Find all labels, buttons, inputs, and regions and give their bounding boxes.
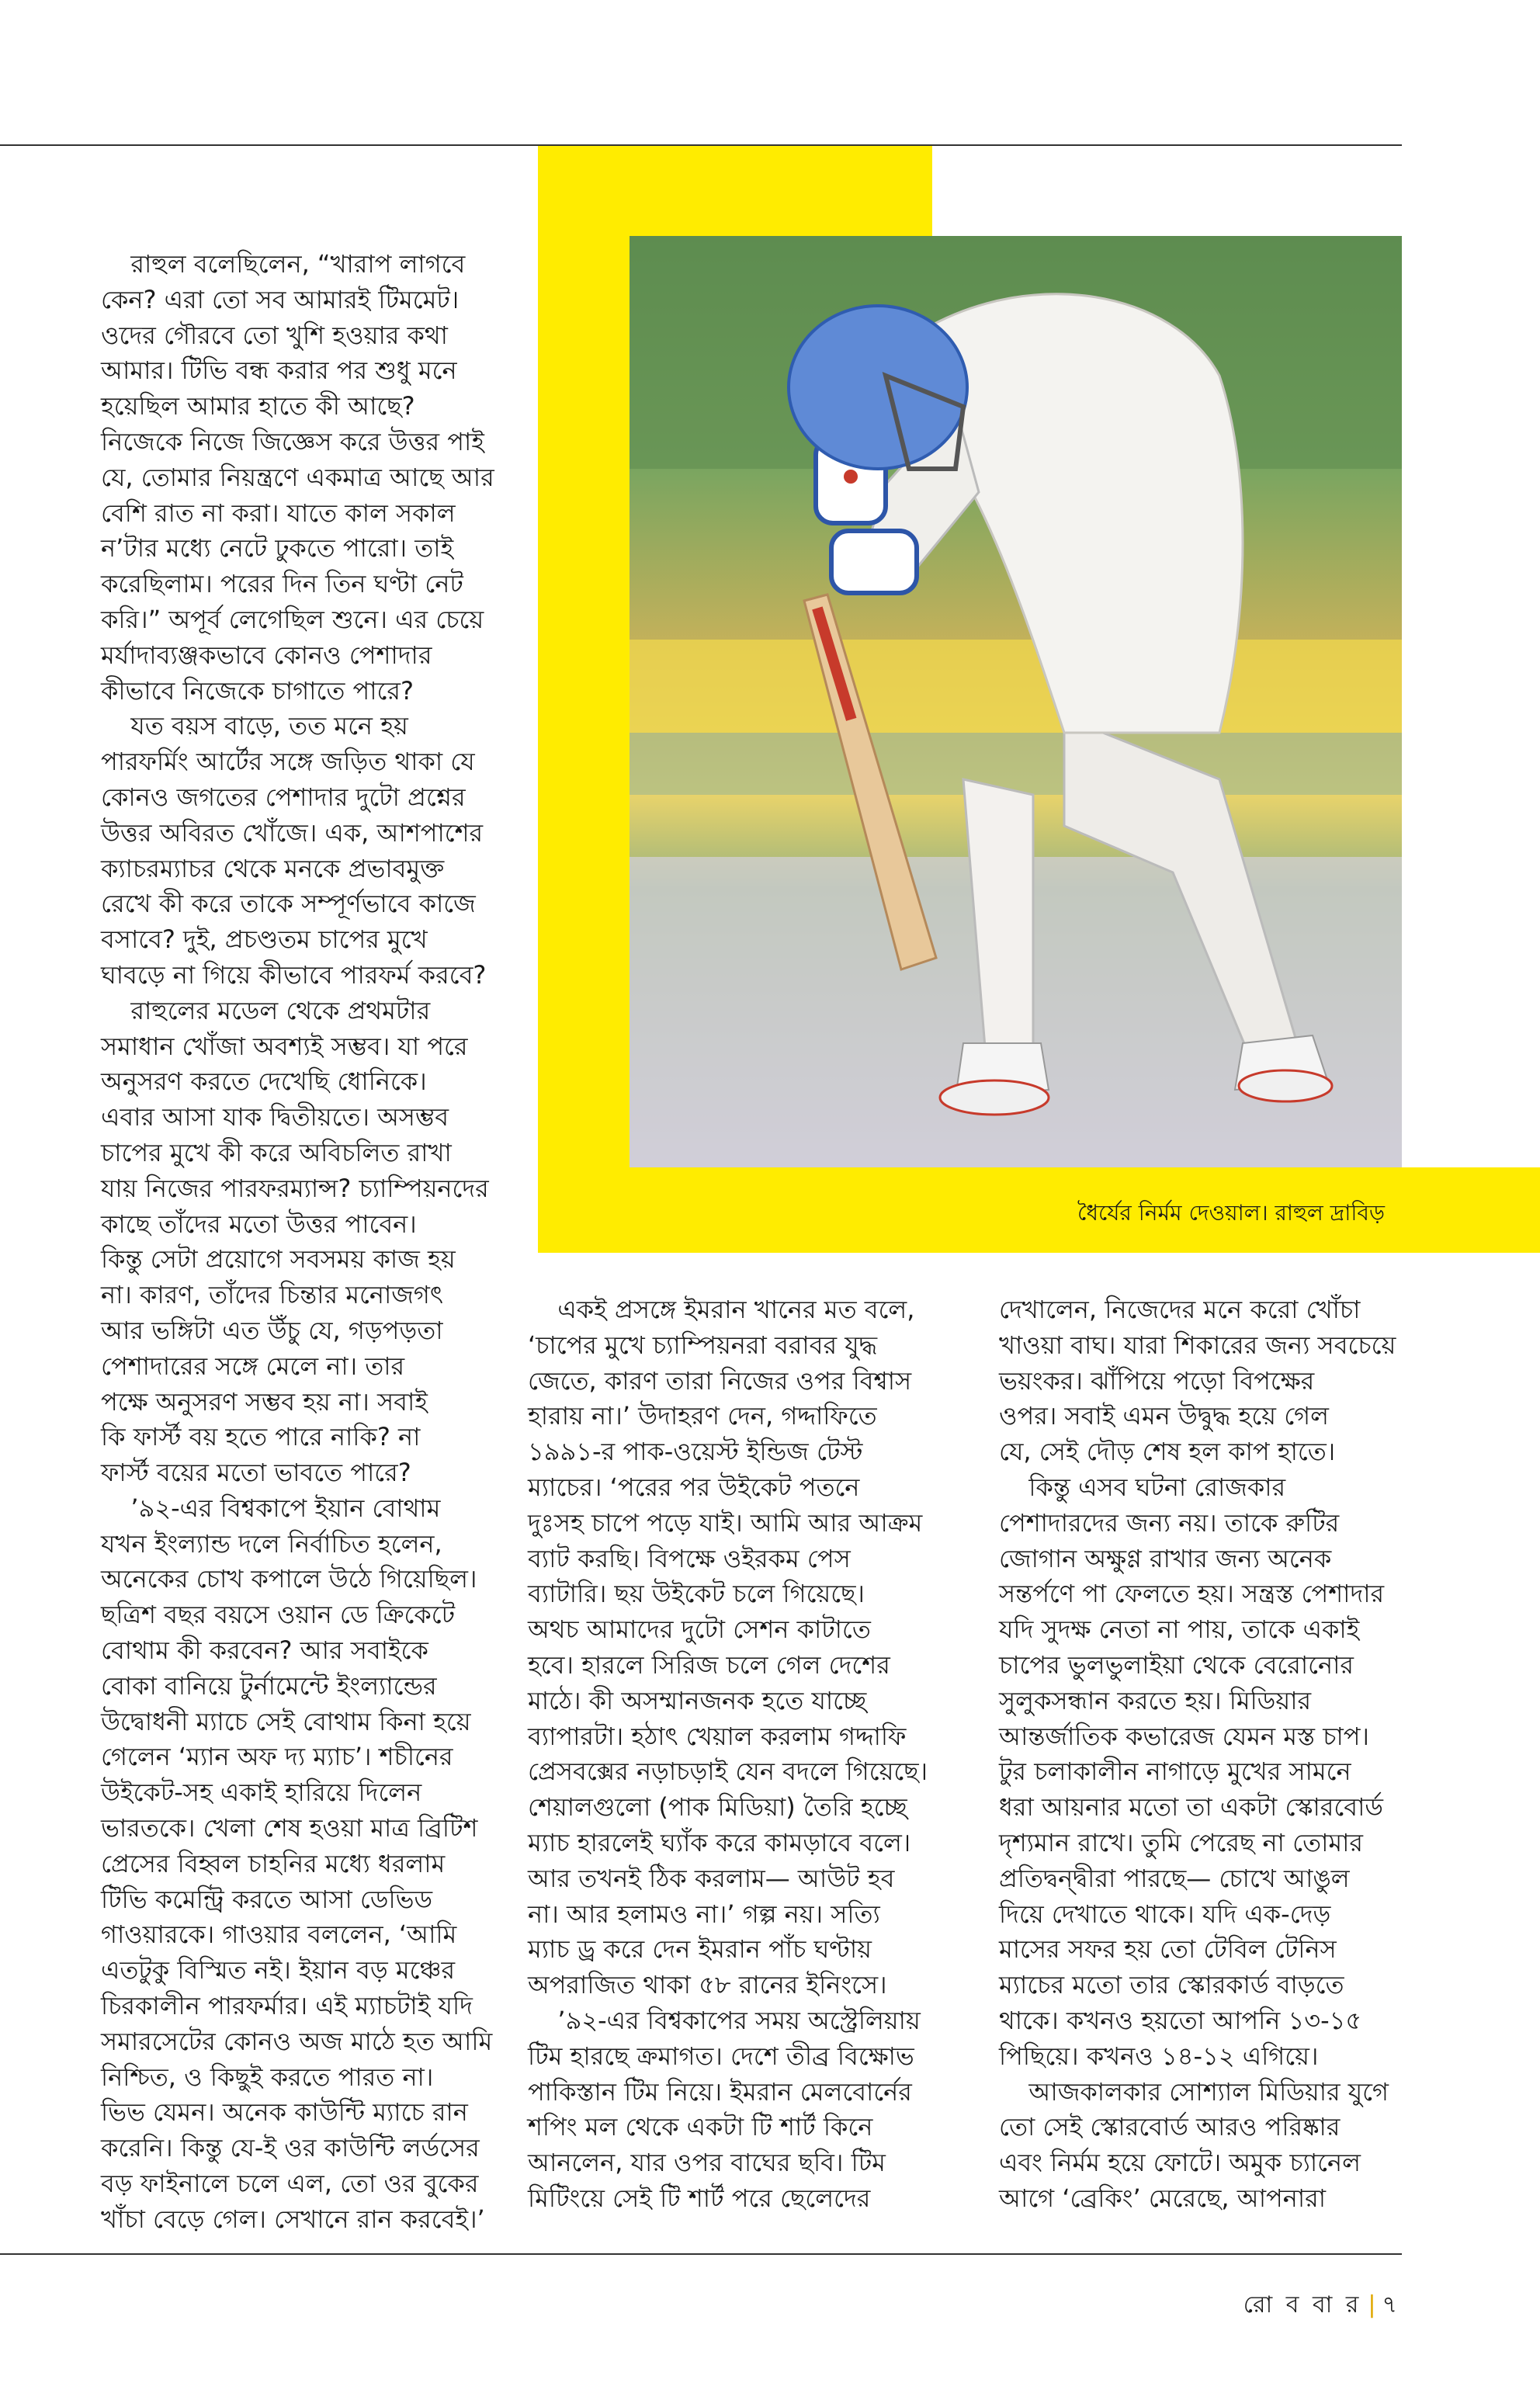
text-line: ’৯২-এর বিশ্বকাপে ইয়ান বোথাম [130,1493,441,1523]
text-line: দৃশ্যমান রাখে। তুমি পেরেছ না তোমার [999,1827,1364,1857]
text-line: কীভাবে নিজেকে চাগাতে পারে? [101,675,414,706]
text-line: রেখে কী করে তাকে সম্পূর্ণভাবে কাজে [101,889,476,919]
text-line: এবং নির্মম হয়ে ফোটে। অমুক চ্যানেল [999,2148,1361,2178]
text-line: মাঠে। কী অসম্মানজনক হতে যাচ্ছে [528,1685,867,1715]
text-line: ক্যাচরম্যাচর থেকে মনকে প্রভাবমুক্ত [101,853,445,883]
text-line: এতটুকু বিস্মিত নই। ইয়ান বড় মঞ্চের [101,1955,456,1985]
text-line: ’৯২-এর বিশ্বকাপের সময় অস্ট্রেলিয়ায় [557,2005,921,2035]
text-line: করি।” অপূর্ব লেগেছিল শুনে। এর চেয়ে [101,604,484,634]
article-column-1 [101,247,524,2238]
text-line: উদ্বোধনী ম্যাচে সেই বোথাম কিনা হয়ে [101,1706,471,1736]
text-line: ধরা আয়নার মতো তা একটা স্কোরবোর্ড [999,1792,1383,1822]
text-line: পেশাদারের সঙ্গে মেলে না। তার [101,1351,405,1381]
text-line: ওপর। সবাই এমন উদ্বুদ্ধ হয়ে গেল [999,1401,1329,1431]
text-line: সমারসেটের কোনও অজ মাঠে হত আমি [101,2026,493,2056]
text-line: উত্তর অবিরত খোঁজে। এক, আশপাশের [101,817,484,848]
text-line: আজকালকার সোশ্যাল মিডিয়ার যুগে [1028,2076,1389,2107]
text-line: যে, সেই দৌড় শেষ হল কাপ হাতে। [999,1437,1336,1467]
text-line: আনলেন, যার ওপর বাঘের ছবি। টিম [528,2148,886,2178]
batsman-illustration [630,236,1402,1167]
text-line: অথচ আমাদের দুটো সেশন কাটাতে [528,1614,871,1645]
text-line: সমাধান খোঁজা অবশ্যই সম্ভব। যা পরে [101,1031,468,1061]
text-line: না। কারণ, তাঁদের চিন্তার মনোজগৎ [101,1280,443,1310]
text-line: রাহুলের মডেল থেকে প্রথমটার [130,995,431,1025]
text-line: আন্তর্জাতিক কভারেজ যেমন মস্ত চাপ। [999,1721,1369,1751]
text-line: আমার। টিভি বন্ধ করার পর শুধু মনে [101,355,457,386]
photo-caption: ধৈর্যের নির্মম দেওয়াল। রাহুল দ্রাবিড় [1077,1200,1385,1226]
text-line: জেতে, কারণ তারা নিজের ওপর বিশ্বাস [528,1365,912,1396]
text-line: করেনি। কিন্তু যে-ই ওর কাউন্টি লর্ডসের [101,2133,480,2163]
text-line: আর তখনই ঠিক করলাম— আউট হব [528,1863,895,1893]
text-line: চিরকালীন পারফর্মার। এই ম্যাচটাই যদি [101,1991,473,2021]
text-line: গেলেন ‘ম্যান অফ দ্য ম্যাচ’। শচীনের [101,1742,453,1772]
text-line: ব্যাপারটা। হঠাৎ খেয়াল করলাম গদ্দাফি [528,1721,907,1751]
text-line: থাকে। কখনও হয়তো আপনি ১৩-১৫ [999,2005,1362,2035]
text-line: পাকিস্তান টিম নিয়ে। ইমরান মেলবোর্নের [528,2076,912,2107]
text-line: ভয়ংকর। ঝাঁপিয়ে পড়ো বিপক্ষের [999,1365,1315,1396]
text-line: ছত্রিশ বছর বয়সে ওয়ান ডে ক্রিকেটে [101,1600,456,1630]
text-line: যদি সুদক্ষ নেতা না পায়, তাকে একাই [999,1614,1360,1645]
text-line: ওদের গৌরবে তো খুশি হওয়ার কথা [101,320,448,350]
text-line: যে, তোমার নিয়ন্ত্রণে একমাত্র আছে আর [101,462,494,492]
text-line: যখন ইংল্যান্ড দলে নির্বাচিত হলেন, [101,1528,442,1559]
text-line: না। আর হলামও না।’ গল্প নয়। সত্যি [528,1899,880,1929]
text-line: নিশ্চিত, ও কিছুই করতে পারত না। [101,2062,434,2092]
text-line: ঘাবড়ে না গিয়ে কীভাবে পারফর্ম করবে? [101,959,487,990]
text-line: দেখালেন, নিজেদের মনে করো খোঁচা [999,1295,1361,1324]
text-line: টিম হারছে ক্রমাগত। দেশে তীব্র বিক্ষোভ [528,2041,914,2071]
text-line: ম্যাচের। ‘পরের পর উইকেট পতনে [528,1472,860,1502]
text-line: কোনও জগতের পেশাদার দুটো প্রশ্নের [101,782,466,812]
text-line: বড় ফাইনালে চলে এল, তো ওর বুকের [101,2169,479,2199]
text-line: প্রেসের বিহ্বল চাহনির মধ্যে ধরলাম [101,1848,446,1878]
text-line: সুলুকসন্ধান করতে হয়। মিডিয়ার [999,1685,1312,1715]
text-line: করেছিলাম। পরের দিন তিন ঘণ্টা নেট [101,569,463,599]
text-line: পক্ষে অনুসরণ সম্ভব হয় না। সবাই [101,1386,428,1417]
text-line: প্রেসবক্সের নড়াচড়াই যেন বদলে গিয়েছে। [528,1757,928,1787]
text-line: দুঃসহ চাপে পড়ে যাই। আমি আর আক্রম [528,1507,923,1538]
text-line: টিভি কমেন্ট্রি করতে আসা ডেভিড [101,1884,433,1914]
text-line: ম্যাচ হারলেই ঘ্যাঁক করে কামড়াবে বলে। [528,1827,911,1857]
text-line: পিছিয়ে। কখনও ১৪-১২ এগিয়ে। [999,2041,1319,2071]
page-number: ৭ [1382,2291,1400,2318]
caption-band [538,1167,1540,1253]
text-line: কিন্তু এসব ঘটনা রোজকার [1028,1472,1286,1502]
text-line: আর ভঙ্গিটা এত উঁচু যে, গড়পড়তা [101,1315,443,1345]
text-line: পারফর্মিং আর্টের সঙ্গে জড়িত থাকা যে [101,747,475,777]
text-line: শেয়ালগুলো (পাক মিডিয়া) তৈরি হচ্ছে [528,1792,907,1822]
text-line: অনেকের চোখ কপালে উঠে গিয়েছিল। [101,1564,477,1594]
text-line: রাহুল বলেছিলেন, “খারাপ লাগবে [130,249,466,279]
text-line: ভারতকে। খেলা শেষ হওয়া মাত্র ব্রিটিশ [101,1813,478,1843]
text-line: ম্যাচের মতো তার স্কোরকার্ড বাড়তে [999,1970,1344,2000]
text-line: বেশি রাত না করা। যাতে কাল সকাল [101,498,456,528]
text-line: ফার্স্ট বয়ের মতো ভাবতে পারে? [101,1458,411,1488]
text-line: তো সেই স্কোরবোর্ড আরও পরিষ্কার [999,2112,1341,2142]
text-line: কাছে তাঁদের মতো উত্তর পাবেন। [101,1209,417,1239]
text-line: আগে ‘ব্রেকিং’ মেরেছে, আপনারা [999,2183,1327,2213]
text-line: মাসের সফর হয় তো টেবিল টেনিস [999,1934,1337,1965]
text-line: কি ফার্স্ট বয় হতে পারে নাকি? না [101,1422,421,1452]
text-line: হারায় না।’ উদাহরণ দেন, গদ্দাফিতে [528,1401,877,1431]
text-line: গাওয়ারকে। গাওয়ার বললেন, ‘আমি [101,1920,457,1950]
text-line: ব্যাট করছি। বিপক্ষে ওইরকম পেস [528,1543,851,1573]
text-line: নিজেকে নিজে জিজ্ঞেস করে উত্তর পাই [101,426,484,456]
text-line: পেশাদারদের জন্য নয়। তাকে রুটির [999,1507,1340,1538]
bottom-rule [0,2253,1402,2255]
text-line: অপরাজিত থাকা ৫৮ রানের ইনিংসে। [528,1970,887,2000]
text-line: যায় নিজের পারফরম্যান্স? চ্যাম্পিয়নদের [101,1173,489,1203]
text-line: যত বয়স বাড়ে, তত মনে হয় [130,711,408,741]
text-line: এবার আসা যাক দ্বিতীয়তে। অসম্ভব [101,1102,449,1132]
text-line: দিয়ে দেখাতে থাকে। যদি এক-দেড় [999,1899,1331,1929]
article-column-3 [999,1292,1403,2217]
text-line: বোকা বানিয়ে টুর্নামেন্টে ইংল্যান্ডের [101,1670,437,1701]
text-line: ম্যাচ ড্র করে দেন ইমরান পাঁচ ঘণ্টায় [528,1934,872,1965]
text-line: মর্যাদাব্যঞ্জকভাবে কোনও পেশাদার [101,640,432,670]
text-line: জোগান অক্ষুণ্ণ রাখার জন্য অনেক [999,1543,1332,1573]
text-line: খাওয়া বাঘ। যারা শিকারের জন্য সবচেয়ে [999,1330,1396,1360]
text-line: ন’টার মধ্যে নেটে ঢুকতে পারো। তাই [101,533,454,564]
text-line: একই প্রসঙ্গে ইমরান খানের মত বলে, [557,1295,915,1324]
text-line: টুর চলাকালীন নাগাড়ে মুখের সামনে [999,1757,1351,1787]
article-column-2 [528,1292,959,2217]
text-line: চাপের মুখে কী করে অবিচলিত রাখা [101,1137,452,1167]
text-line: সন্তর্পণে পা ফেলতে হয়। সন্ত্রস্ত পেশাদার [999,1579,1385,1609]
magazine-name: রো ব বা র [1243,2291,1362,2318]
text-line: মিটিংয়ে সেই টি শার্ট পরে ছেলেদের [528,2183,871,2213]
text-line: চাপের ভুলভুলাইয়া থেকে বেরোনোর [999,1649,1354,1680]
text-line: অনুসরণ করতে দেখেছি ধোনিকে। [101,1066,427,1097]
text-line: ১৯৯১-র পাক-ওয়েস্ট ইন্ডিজ টেস্ট [528,1437,863,1467]
text-line: বসাবে? দুই, প্রচণ্ডতম চাপের মুখে [101,924,428,955]
text-line: কেন? এরা তো সব আমারই টিমমেট। [101,284,460,314]
text-line: হয়েছিল আমার হাতে কী আছে? [101,391,415,421]
text-line: হবে। হারলে সিরিজ চলে গেল দেশের [528,1649,890,1680]
text-line: খাঁচা বেড়ে গেল। সেখানে রান করবেই।’ [101,2204,485,2234]
text-line: শপিং মল থেকে একটা টি শার্ট কিনে [528,2112,873,2142]
text-line: প্রতিদ্বন্দ্বীরা পারছে— চোখে আঙুল [999,1863,1350,1893]
text-line: বোথাম কী করবেন? আর সবাইকে [101,1635,428,1666]
folio-separator: | [1368,2291,1376,2318]
text-line: কিন্তু সেটা প্রয়োগে সবসময় কাজ হয় [101,1244,456,1275]
text-line: ব্যাটারি। ছয় উইকেট চলে গিয়েছে। [528,1579,865,1609]
page-folio [1243,2286,1400,2325]
text-line: উইকেট-সহ একাই হারিয়ে দিলেন [101,1777,422,1808]
text-line: ‘চাপের মুখে চ্যাম্পিয়নরা বরাবর যুদ্ধ [528,1330,878,1360]
text-line: ভিভ যেমন। অনেক কাউন্টি ম্যাচে রান [101,2097,468,2128]
cricket-photo [630,236,1402,1167]
